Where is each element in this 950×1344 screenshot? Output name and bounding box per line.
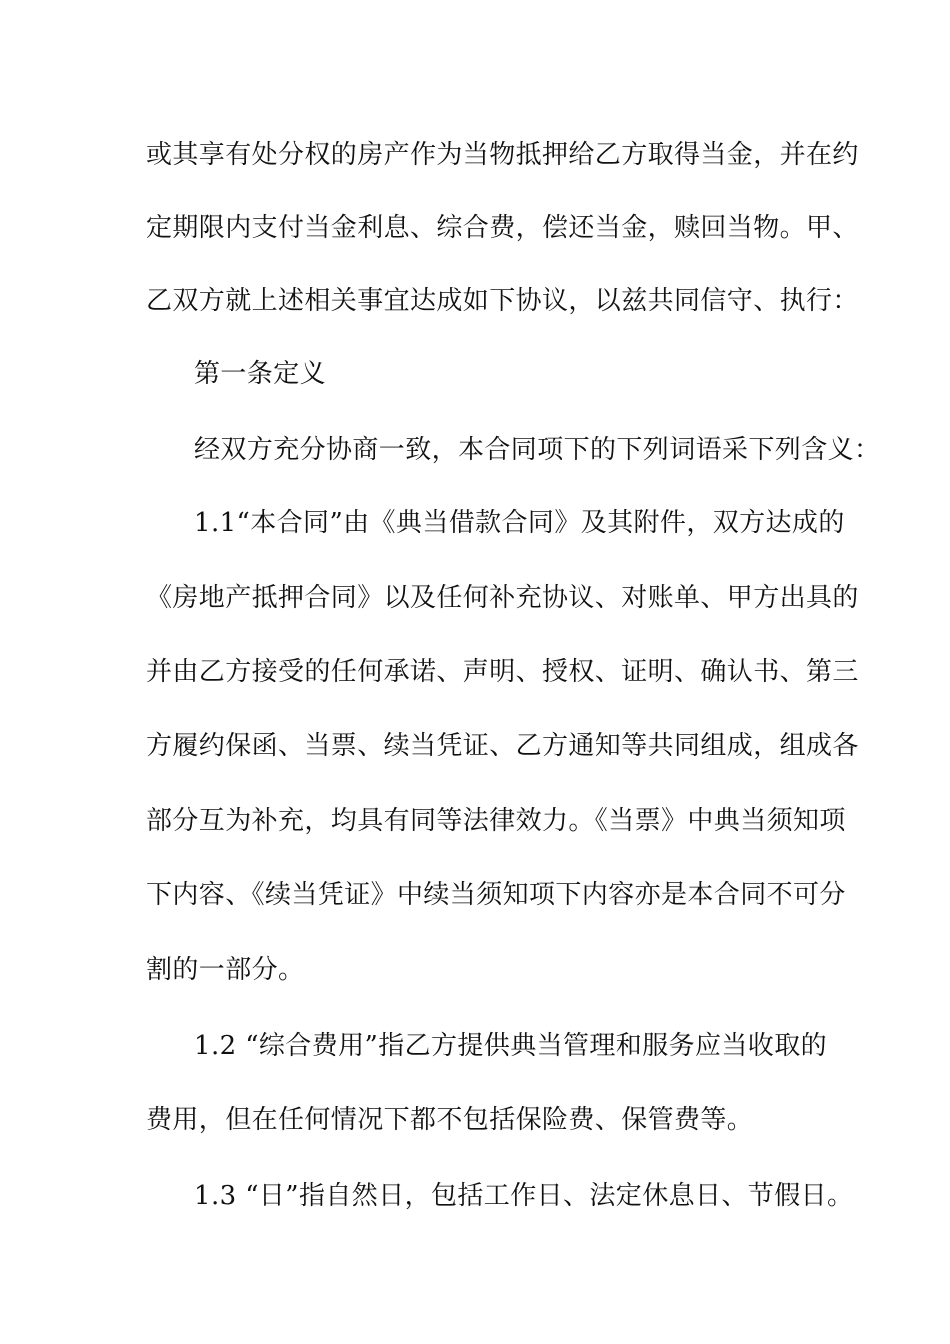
text-line: 或其享有处分权的房产作为当物抵押给乙方取得当金，并在约: [146, 140, 859, 170]
text-line: 经双方充分协商一致，本合同项下的下列词语采下列含义：: [194, 435, 881, 465]
text-line: 定期限内支付当金利息、综合费，偿还当金，赎回当物。甲、: [146, 213, 859, 243]
text-line: 部分互为补充，均具有同等法律效力。《当票》中典当须知项: [146, 806, 846, 836]
clause-1-3: 1.3 “日”指自然日，包括工作日、法定休息日、节假日。: [194, 1181, 854, 1211]
text-line: 方履约保函、当票、续当凭证、乙方通知等共同组成，组成各: [146, 731, 859, 761]
text-line: 割的一部分。: [146, 955, 305, 985]
text-line: 下内容、《续当凭证》中续当须知项下内容亦是本合同不可分: [146, 880, 846, 910]
clause-1-1: 1.1“本合同”由《典当借款合同》及其附件，双方达成的: [194, 508, 845, 538]
section-heading: 第一条定义: [194, 359, 327, 389]
clause-1-2: 1.2 “综合费用”指乙方提供典当管理和服务应当收取的: [194, 1031, 827, 1061]
text-line: 《房地产抵押合同》以及任何补充协议、对账单、甲方出具的: [146, 583, 859, 613]
text-line: 并由乙方接受的任何承诺、声明、授权、证明、确认书、第三: [146, 657, 859, 687]
text-line: 乙双方就上述相关事宜达成如下协议，以兹共同信守、执行：: [146, 286, 859, 316]
text-line: 费用，但在任何情况下都不包括保险费、保管费等。: [146, 1105, 754, 1135]
